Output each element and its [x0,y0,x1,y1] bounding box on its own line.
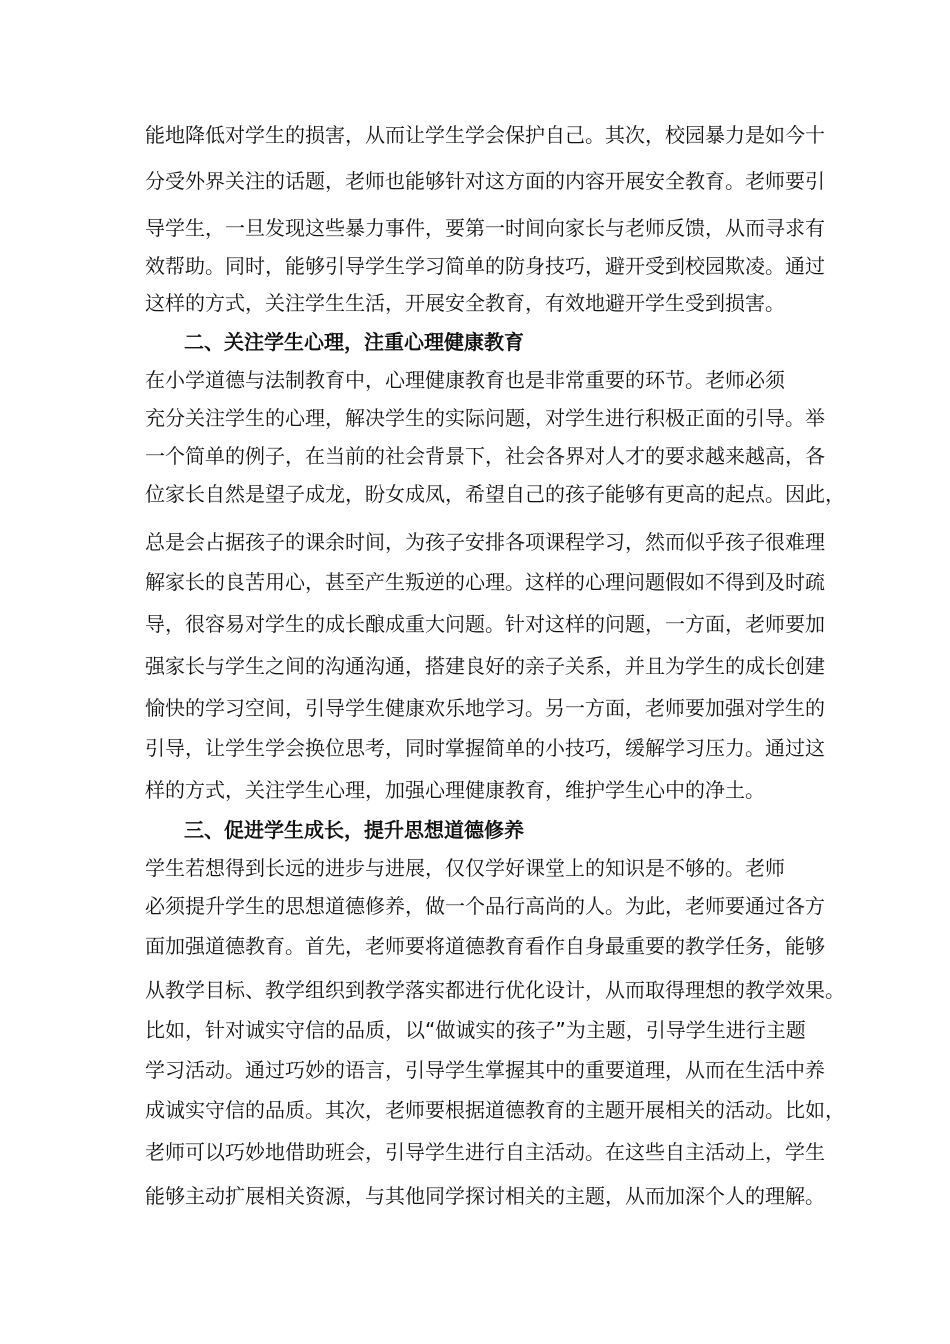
paragraph-line: 充分关注学生的心理，解决学生的实际问题，对学生进行积极正面的引导。举 [145,406,825,430]
paragraph-line: 在小学道德与法制教育中，心理健康教育也是非常重要的环节。老师必须 [145,368,785,392]
paragraph-line: 必须提升学生的思想道德修养，做一个品行高尚的人。为此，老师要通过各方 [145,894,825,918]
paragraph-line: 分受外界关注的话题，老师也能够针对这方面的内容开展安全教育。老师要引 [145,169,825,193]
section-heading-3: 三、促进学生成长，提升思想道德修养 [184,818,524,842]
paragraph-line: 比如，针对诚实守信的品质，以“做诚实的孩子”为主题，引导学生进行主题 [145,1018,806,1042]
paragraph-line: 一个简单的例子，在当前的社会背景下，社会各界对人才的要求越来越高，各 [145,444,825,468]
paragraph-line: 老师可以巧妙地借助班会，引导学生进行自主活动。在这些自主活动上，学生 [145,1140,825,1164]
paragraph-line: 这样的方式，关注学生生活，开展安全教育，有效地避开学生受到损害。 [145,291,785,315]
paragraph-line: 导学生，一旦发现这些暴力事件，要第一时间向家长与老师反馈，从而寻求有 [145,216,825,240]
paragraph-line: 样的方式，关注学生心理，加强心理健康教育，维护学生心中的净土。 [145,778,765,802]
paragraph-line: 引导，让学生学会换位思考，同时掌握简单的小技巧，缓解学习压力。通过这 [145,736,825,760]
paragraph-line: 能够主动扩展相关资源，与其他同学探讨相关的主题，从而加深个人的理解。 [145,1184,825,1208]
section-heading-2: 二、关注学生心理，注重心理健康教育 [184,330,524,354]
paragraph-line: 能地降低对学生的损害，从而让学生学会保护自己。其次，校园暴力是如今十 [145,123,825,147]
paragraph-line: 总是会占据孩子的课余时间，为孩子安排各项课程学习，然而似乎孩子很难理 [145,530,825,554]
paragraph-line: 强家长与学生之间的沟通沟通，搭建良好的亲子关系，并且为学生的成长创建 [145,654,825,678]
paragraph-line: 解家长的良苦用心，甚至产生叛逆的心理。这样的心理问题假如不得到及时疏 [145,570,825,594]
paragraph-line: 导，很容易对学生的成长酿成重大问题。针对这样的问题，一方面，老师要加 [145,612,825,636]
paragraph-line: 面加强道德教育。首先，老师要将道德教育看作自身最重要的教学任务，能够 [145,934,825,958]
paragraph-line: 成诚实守信的品质。其次，老师要根据道德教育的主题开展相关的活动。比如， [145,1098,845,1122]
paragraph-line: 效帮助。同时，能够引导学生学习简单的防身技巧，避开受到校园欺凌。通过 [145,254,825,278]
paragraph-line: 从教学目标、教学组织到教学落实都进行优化设计，从而取得理想的教学效果。 [145,978,845,1002]
paragraph-line: 愉快的学习空间，引导学生健康欢乐地学习。另一方面，老师要加强对学生的 [145,696,825,720]
paragraph-line: 位家长自然是望子成龙，盼女成凤，希望自己的孩子能够有更高的起点。因此， [145,482,845,506]
paragraph-line: 学生若想得到长远的进步与进展，仅仅学好课堂上的知识是不够的。老师 [145,856,785,880]
paragraph-line: 学习活动。通过巧妙的语言，引导学生掌握其中的重要道理，从而在生活中养 [145,1058,825,1082]
